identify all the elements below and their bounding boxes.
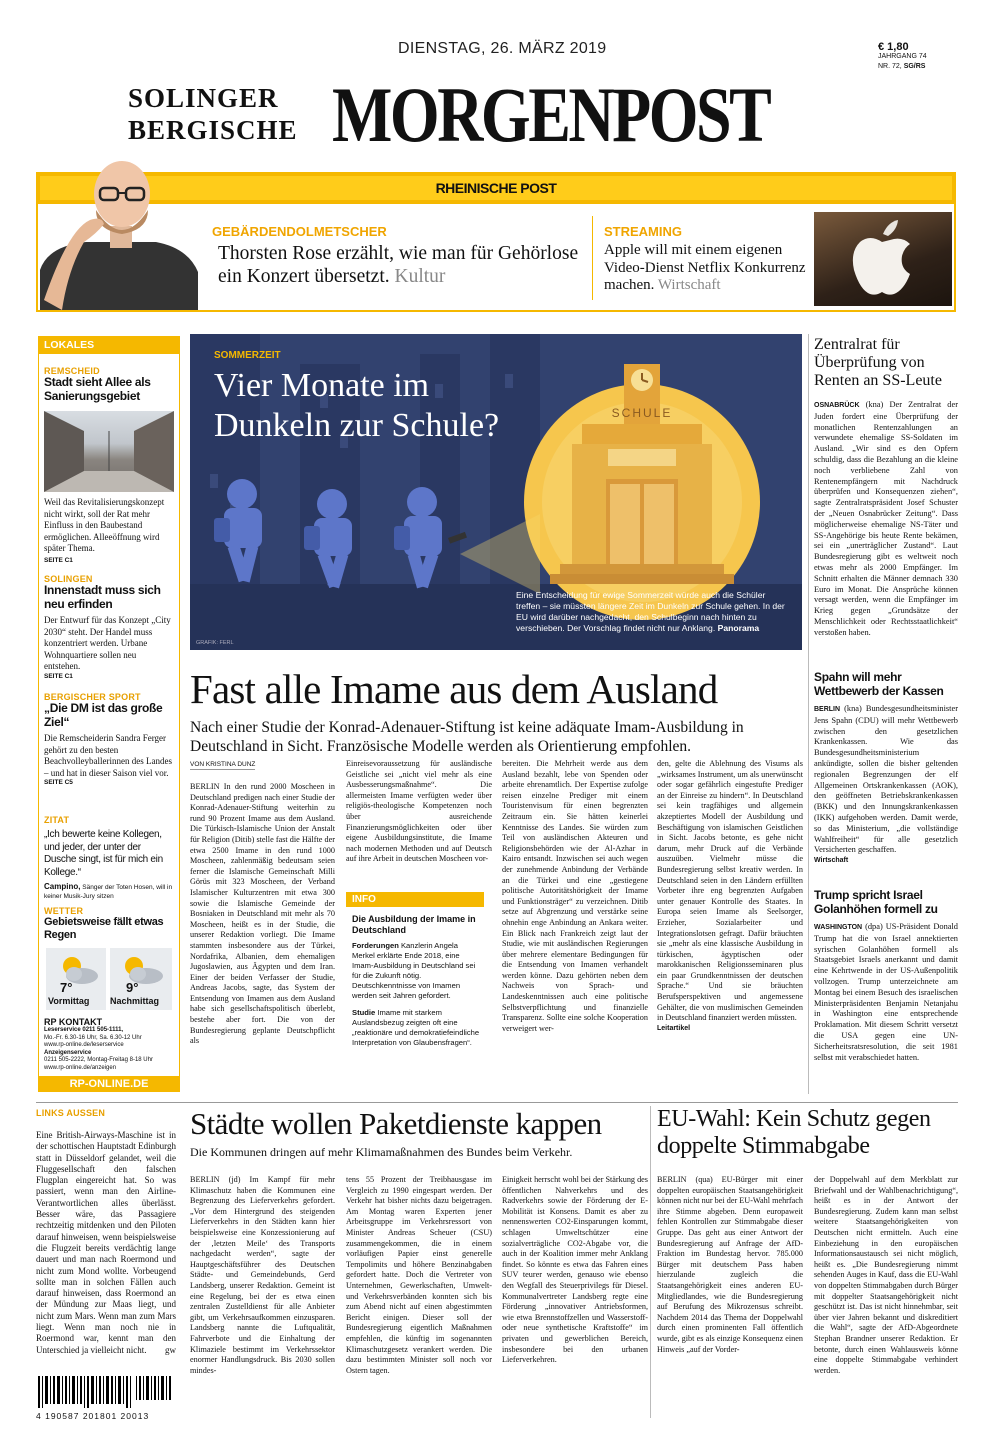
teaser-1-kicker: GEBÄRDENDOLMETSCHER bbox=[212, 224, 387, 239]
hero-credit: GRAFIK: FERL bbox=[196, 640, 234, 646]
teaser-1-text bbox=[212, 242, 584, 288]
info-para-2-text: Imame mit starkem Auslandsbezug zeigten oft eine „reaktionäre und demokratiefeindliche Interpretation von Glaubensfragen“. bbox=[352, 1008, 480, 1047]
teaser-divider bbox=[592, 216, 593, 300]
info-label: INFO bbox=[346, 892, 484, 907]
right-article-3[interactable] bbox=[814, 888, 958, 1063]
right-article-2-dateline: BERLIN bbox=[814, 706, 841, 713]
rp-online-link[interactable]: RP-ONLINE.DE bbox=[38, 1076, 180, 1092]
right-article-2-body bbox=[814, 704, 958, 867]
info-para-1-lead: Forderungen bbox=[352, 941, 399, 950]
price: € 1,80 bbox=[878, 41, 909, 53]
lokales-item-2-title: Innenstadt muss sich neu erfinden bbox=[44, 583, 161, 611]
euwahl-rule bbox=[650, 1106, 651, 1418]
newspaper-name: MORGENPOST bbox=[332, 71, 770, 158]
morning-temp: 7° bbox=[60, 980, 73, 995]
remscheid-photo bbox=[44, 411, 174, 492]
paket-col-3: Einigkeit herrscht wohl bei der Stärkung des öffentlichen Nahverkehrs und des Radverkehrs sowie der Förderung der E-Mobilität ist Konsens. Damit es aber zu nennenswerten CO2-Einsparungen kommt, schlagen Umweltschützer eine sozialverträgliche CO2-Abgabe vor, die auch in der Koalition immer mehr Anklang findet. So könnte es etwa das Fahren eines SUV teurer werden, genauso wie ebenso den Wegfall des Steuerprivilegs für Diesel. Kommunalvertreter Landsberg regte eine Förderung „innovativer Antriebsformen, wie etwa Brennstoffzellen und Wasserstoff- oder neue synthetische Kraftstoffe“ im privaten und gewerblichen Bereich, insbesondere bei den urbanen Lieferverkehren. bbox=[502, 1175, 648, 1365]
lokales-item-3-title: „Die DM ist das große Ziel“ bbox=[44, 701, 163, 729]
teaser-2-headline: Apple will mit einem eigenen Video-Dienst Netflix Konkurrenz machen. bbox=[604, 242, 806, 293]
teaser-2-section: Wirtschaft bbox=[657, 277, 721, 293]
wetter-title: Gebietsweise fällt etwas Regen bbox=[44, 916, 164, 941]
issue-number: NR. 72, bbox=[878, 63, 902, 70]
hero-caption bbox=[516, 590, 790, 634]
links-aussen-sign: gw bbox=[165, 1344, 176, 1355]
masthead-left-line1: SOLINGER bbox=[128, 83, 279, 113]
teaser-2-text bbox=[604, 242, 814, 295]
euwahl-col-1: BERLIN (qua) EU-Bürger mit einer doppelten europäischen Staatsangehörigkeit können nicht nur bei der EU-Wahl mehrfach ihre Stimme abgeben. Denn europaweit fehlen Kontrollen zur Stimmabgabe dieser Gruppe. Das geht aus einer Antwort der Bundesregierung auf Anfrage der AfD-Fraktion im Bundestag hervor. 785.000 Bürger mit deutschem Pass haben hierzulande zugleich die Staatsangehörigkeit eines anderen EU-Mitgliedlandes, wie die Bundesregierung auf Berufung des Mikrozensus schreibt. Nachdem 2014 das Thema der Doppelwahl durch einen prominenten Fall öffentlich wurde, gibt es als einzige Konsequenz einen Hinweis „auf der Vorder- bbox=[657, 1175, 803, 1354]
lokales-item-2-text: Der Entwurf für das Konzept „City 2030“ steht. Der Handel muss konzentriert werden. Urbane Wohnquartiere sollen neu entstehen. bbox=[44, 615, 171, 671]
lokales-item-3-ref: SEITE C5 bbox=[44, 779, 73, 786]
right-article-1-text: (kna) Der Zentralrat der Juden fordert eine Überprüfung der monatlichen Rentenzahlungen an verwundete ehemalige SS-Soldaten im Ausland. „Wir sind es den Opfern schuldig, dass die Bezahlung an die kleine noch verbliebene Zahl von Rentenempfängern mit Nachdruck überprüfen und Konsequenzen ziehen“, sagte Zentralratspräsident Josef Schuster der „Neuen Osnabrücker Zeitung“. Dass möglicherweise ehemalige NS-Täter und SS-Angehörige bis heute Rente bekämen, sei ein „unerträglicher Zustand“. Laut Bundesregierung gibt es weltweit noch etwas mehr als 2000 Empfänger. Im Schnitt erhalten die Männer demnach 330 Euro im Monat. Die Ansprüche können versagt werden, wenn die Empfänger im Krieg gegen „Grundsätze der Menschlichkeit oder Rechtsstaatlichkeit“ verstoßen haben. bbox=[814, 400, 958, 637]
right-article-3-text: (dpa) US-Präsident Donald Trump hat die von Israel annektierten syrischen Golanhöhen formell als Staatsgebiet Israels anerkannt und damit eine Kehrtwende in der US-Außenpolitik vollzogen. Trump unterzeichnete am Montag bei einem Besuch des israelischen Ministerpräsidenten Benjamin Netanjahu in Washington eine entsprechende Proklamation. Mit diesem Schritt versetzt die USA gegen eine UN-Sicherheitsratsresolution, die seit 1981 selbst mit verabschiedet hatten. bbox=[814, 922, 958, 1062]
zitat-author: Campino, bbox=[44, 882, 81, 891]
lokales-item-3-kicker: BERGISCHER SPORT bbox=[44, 692, 141, 702]
lokales-item-3[interactable] bbox=[44, 692, 174, 786]
lokales-header: LOKALES bbox=[38, 336, 180, 354]
lokales-item-1-kicker: REMSCHEID bbox=[44, 366, 100, 376]
lokales-item-1[interactable] bbox=[44, 366, 174, 403]
kontakt-line6: www.rp-online.de/anzeigen bbox=[44, 1064, 117, 1071]
imame-byline: VON KRISTINA DUNZ bbox=[190, 761, 256, 768]
masthead-left-line2: BERGISCHE bbox=[128, 115, 298, 145]
links-aussen-kicker: LINKS AUSSEN bbox=[36, 1108, 106, 1118]
paket-article[interactable] bbox=[190, 1106, 640, 1160]
afternoon-temp: 9° bbox=[126, 980, 139, 995]
hero-title: Vier Monate im Dunkeln zur Schule? bbox=[214, 367, 500, 444]
right-article-2[interactable] bbox=[814, 670, 958, 867]
school-sign-text: SCHULE bbox=[611, 406, 673, 420]
wetter-block bbox=[44, 906, 174, 941]
paket-title: Städte wollen Paketdienste kappen bbox=[190, 1106, 602, 1141]
apple-photo bbox=[814, 212, 952, 306]
sun-cloud-icon bbox=[110, 950, 172, 990]
info-title: Die Ausbildung der Imame in Deutschland bbox=[352, 914, 476, 935]
imame-title: Fast alle Imame aus dem Ausland bbox=[190, 666, 718, 712]
right-article-3-dateline: WASHINGTON bbox=[814, 924, 863, 931]
info-box bbox=[346, 892, 488, 1070]
kontakt-line4: Anzeigenservice bbox=[44, 1049, 92, 1056]
morning-label: Vormittag bbox=[48, 996, 90, 1006]
barcode bbox=[36, 1376, 178, 1421]
kontakt-line2: Mo.-Fr. 6.30-16 Uhr, Sa. 6.30-12 Uhr bbox=[44, 1034, 142, 1041]
jahrgang: JAHRGANG 74 bbox=[878, 53, 927, 60]
right-article-1[interactable] bbox=[814, 336, 958, 639]
barcode-number: 4 190587 201801 20013 bbox=[36, 1411, 150, 1421]
apple-logo-icon bbox=[814, 212, 952, 306]
paket-col-1: BERLIN (jd) Im Kampf für mehr Klimaschutz haben die Kommunen eine Begrenzung des Lieferverkehrs gefordert. „Vor dem Hintergrund des steigenden Lieferverkehrs in den Städten kann hier beispielsweise eine Konzessionierung auf der ‚letzten Meile‘ des Transports nachgedacht werden“, sagte der Hauptgeschäftsführer des Deutschen Städte- und Gemeindebunds, Gerd Landsberg, unserer Redaktion. Gemeint ist eine Regelung, bei der es etwa einen zentralen Zustelldienst für alle Anbieter gibt, um Verkehrsaufkommen einzusparen. Landsberg nannte die Luftqualität, Fahrverbote und die Einhaltung der Klimaziele bestimmt im Verkehrssektor enormer Handlungsdruck. Bis 2030 sollen mindes- bbox=[190, 1175, 335, 1375]
zitat-quote: „Ich bewerte keine Kollegen, und jeder, der unter der Dusche singt, ist für mich ein Kollege.“ bbox=[44, 829, 163, 878]
subtitle: RHEINISCHE POST bbox=[435, 180, 557, 196]
lokales-item-3-text: Die Remscheiderin Sandra Ferger gehört zu den besten Beachvolleyballerinnen des Landes – und hat in dieser Saison viel vor. bbox=[44, 733, 172, 778]
teaser-1-section: Kultur bbox=[394, 266, 446, 287]
zitat-author-info: Sänger der Toten Hosen, will in keiner Musik-Jury sitzen bbox=[44, 884, 173, 900]
links-aussen[interactable] bbox=[36, 1108, 176, 1355]
teaser-portrait bbox=[38, 150, 202, 310]
info-para-1-text: Kanzlerin Angela Merkel erklärte Ende 2018, eine Imam-Ausbildung in Deutschland sei für die Zukunft nötig. Deutschkenntnisse von Imamen werden seit Jahren gefordert. bbox=[352, 941, 476, 1000]
hero-caption-ref: Panorama bbox=[717, 623, 760, 633]
imame-col-2: Einreisevoraussetzung für ausländische Geistliche sei „nicht viel mehr als eine Ausbesserungsmaßnahme“. Die allermeisten Imame verfügten weder über religiös-theologische Kompetenzen noch über ausreichende Finanzierungsmöglichkeiten oder über eigene Ausbildungsinstitute, die Imame nach modernen Methoden und auf Deutsch auf ihre Arbeit in deutschen Moscheen vor- bbox=[346, 759, 492, 864]
imame-col-3: bereiten. Die Mehrheit werde aus dem Ausland bezahlt, lebe von Spenden oder arbeite ehrenamtlich. Der Expertise zufolge reisen einzelne Prediger mit einem Touristenvisum für einen begrenzten Zeitraum ein. Sie hätten keinerlei Kenntnisse des Landes. Sie würden zum Teil von ausländischen Akteuren und Religionsbehörden wie der Al-Azhar in Kairo entsandt. Inzwischen sei auch wegen der zunehmende Anbindung der Verbände an die Türkei und eine „gestiegene politische Autoritätshörigkeit der Imame und Funktionsträger“ zu verzeichnen. Ditib setze auf Abgrenzung und verstärke seine ohnehin enge Anbindung an Ankara weiter. Ein Blick nach Frankreich zeigt laut der Studie, wie mit ausländischen Regierungen über mehrere elementare Bedingungen für die Entsendung von Imamen verhandelt werden könne. Dazu gehörten neben dem Nachweis von Sprach- und Landeskenntnissen auch eine politische Selbstverpflichtung und finanzielle Transparenz. Sollte eine solche Kooperation verweigert wer- bbox=[502, 759, 648, 1033]
hero-kicker: SOMMERZEIT bbox=[214, 350, 281, 361]
kontakt-title: RP KONTAKT bbox=[44, 1017, 103, 1027]
bottom-divider bbox=[36, 1102, 958, 1103]
paket-dek: Die Kommunen dringen auf mehr Klimamaßnahmen des Bundes beim Verkehr. bbox=[190, 1145, 573, 1159]
sun-cloud-icon bbox=[46, 950, 106, 990]
right-article-1-dateline: OSNABRÜCK bbox=[814, 402, 860, 409]
lokales-item-1-title: Stadt sieht Allee als Sanierungsgebiet bbox=[44, 375, 151, 403]
barcode-icon bbox=[36, 1376, 178, 1408]
euwahl-col-2: der Doppelwahl auf dem Merkblatt zur Briefwahl und der Wahlbenachrichtigung“, heißt es in der Antwort der Bundesregierung. Zudem kann man selbst weitere Staatsangehörigkeiten von Deutschen nicht ermitteln. Auch eine Einbeziehung in den europäischen Informationsaustausch sei nicht möglich, heißt es. „Die Bundesregierung nimmt sehenden Auges in Kauf, dass die EU-Wahl von doppelten Stimmabgaben durch Bürger mit doppelter Staatsangehörigkeit nicht geschützt ist. Das ist nicht hinnehmbar, seit über vier Jahren bekannt und diskreditiert die Wahl“, sagte der AfD-Abgeordnete Stephan Brandner unserer Redaktion. Er betonte, durch einen Wahlausweis könne eine doppelte Stimmabgabe verhindert werden. bbox=[814, 1175, 958, 1375]
right-article-2-text: (kna) Bundesgesundheitsminister Jens Spahn (CDU) will mehr Wettbewerb zwischen den gesetzlichen Krankenkassen. Wie das Bundesgesundheitsministerium ankündigte, sollen die bisher geltenden regionalen Begrenzungen der elf Allgemeinen Ortskrankenkassen (AOK), den geöffneten Betriebskrankenkassen (BKK) und den Innungskrankenkassen (IKK) aufgehoben werden. Damit werde, so das Ministerium, „die vollständige Wahlfreiheit“ für alle gesetzlich Versicherten geschaffen. bbox=[814, 704, 958, 855]
lokales-item-2[interactable] bbox=[44, 574, 174, 680]
right-article-3-title: Trump spricht Israel Golanhöhen formell zu bbox=[814, 888, 938, 916]
imame-col-4 bbox=[657, 759, 803, 1034]
imame-dek: Nach einer Studie der Konrad-Adenauer-Stiftung ist keine adäquate Imam-Ausbildung in Deutschland in Sicht. Französische Modelle werden als Orientierung empfohlen. bbox=[190, 719, 744, 755]
imame-article[interactable] bbox=[190, 666, 802, 756]
right-article-3-body bbox=[814, 922, 958, 1063]
right-article-2-title: Spahn will mehr Wettbewerb der Kassen bbox=[814, 670, 944, 698]
hero-caption-text: Eine Entscheidung für ewige Sommerzeit würde auch die Schüler treffen – sie müssten längere Zeit im Dunkeln zur Schule gehen. In der EU wird darüber nachgedacht, den Schulbeginn nach hinten zu verschieben. Der Vorschlag findet nicht nur Anklang. bbox=[516, 590, 785, 633]
info-para-2 bbox=[352, 1008, 480, 1048]
issue-date: DIENSTAG, 26. MÄRZ 2019 bbox=[398, 40, 607, 57]
lokales-item-2-ref: SEITE C1 bbox=[44, 672, 73, 680]
teaser-2-kicker: STREAMING bbox=[604, 224, 682, 239]
right-article-1-body bbox=[814, 400, 958, 639]
euwahl-title: EU-Wahl: Kein Schutz gegen doppelte Stimmabgabe bbox=[657, 1106, 931, 1159]
teaser-1-headline: Thorsten Rose erzählt, wie man für Gehörlose ein Konzert übersetzt. bbox=[218, 243, 579, 287]
kontakt-block bbox=[44, 1017, 178, 1073]
hero-graphic bbox=[190, 334, 802, 650]
right-article-1-title: Zentralrat für Überprüfung von Renten an SS-Leute bbox=[814, 336, 942, 389]
kontakt-line1: Leserservice 0211 505-1111, bbox=[44, 1027, 124, 1033]
lokales-item-2-kicker: SOLINGEN bbox=[44, 574, 93, 584]
zitat-block bbox=[44, 815, 174, 901]
imame-col-1: BERLIN In den rund 2000 Moscheen in Deutschland predigen nach einer Studie der Konrad-Adenauer-Stiftung weiterhin zu rund 90 Prozent Imame aus dem Ausland. Die Türkisch-Islamische Union der Anstalt für Religion (Ditib) stelle fast die Hälfte der etwa 2500 Imame in den rund 1000 Moscheen, zahlenmäßig bedeutsam seien ferner die Islamische Gemeinschaft Milli Görüs mit 323 Moscheen, der Verband Islamischer Kulturzentren mit etwa 300 sowie die Islamische Gemeinde der Bosniaken in Deutschland mit mehr als 70 Moscheen, heißt es in der Studie, die unserer Redaktion vorliegt. Die Imame stammten insbesondere aus der Türkei, Nordafrika, Albanien, dem ehemaligen Jugoslawien, aus Ägypten und dem Iran. Einer der beiden Verfasser der Studie, Andreas Jacobs, sagte, das System der Entsendung von Imamen aus dem Ausland habe sich gesellschaftspolitisch überlebt, bestehe aber fort. Die von der Bundesregierung geplante Deutschpflicht als bbox=[190, 782, 335, 1046]
weather-morning bbox=[46, 948, 106, 1010]
imame-col-4-text: den, gelte die Ablehnung des Visums als „wirksames Instrument, um als unerwünscht oder sogar gefährlich eingestufte Prediger an der Einreise zu hindern“. In Deutschland sei kein tragfähiges und allgemein akzeptiertes Modell der Ausbildung und Beschäftigung von islamischen Geistlichen in Sicht. Jacobs betonte, es gehe nicht darum, mehr Druck auf die Verbände auszuüben. Vielmehr müsse die Bundesregierung selbst kreativ werden. In Deutschland seien in den Ländern erfüllten Vorbeter ihre eng begrenzten Aufgaben unter genauer Kontrolle des Staates. In Europa seien Imame als Seelsorger, Erzieher, Sozialarbeiter und Integrationslotsen gefragt. Dafür bräuchten sie „mehr als eine klassische Ausbildung in türkischen, ägyptischen oder marokkanischen Religionsseminaren plus ein paar Grundkenntnissen der deutschen Sprache.“ Und sie bräuchten Berufsperspektiven und angemessene Gehälter, die von muslimischen Gemeinden in Deutschland finanziert werden müssten. bbox=[657, 759, 803, 1023]
links-aussen-body: Eine British-Airways-Maschine ist in der schottischen Hauptstadt Edinburgh statt in Düsseldorf gelandet, weil die Fluggesellschaft den falschen Flugplan eingereicht hat. So was passiert, wenn man den Airline-Verantwortlichen alles überlässt. Besser wäre, das Passagiere rechtzeitig mitdenken und den Piloten darauf hinweisen, wenn beispielsweise die Flugzeit bereits verdächtig lange dauert und man nach Roermond und nicht zum Mond wollte. Vorbeugend sollte man in solchen Fällen auch darauf hinweisen, dass Roermond an der Mündung zur Maas liegt, und nicht zum Mars. Wenn man zum Mars liegt. Wenn man noch nie in Roermond war, kennt man den Unterschied ja vielleicht nicht. bbox=[36, 1130, 176, 1355]
lokales-item-1-text: Weil das Revitalisierungskonzept nicht wirkt, soll der Rat mehr Einfluss in den Baubestand ermöglichen. Alleeöffnung wird später Thema. bbox=[44, 497, 165, 553]
price-block bbox=[878, 42, 927, 72]
right-column-rule bbox=[808, 334, 809, 1094]
right-article-2-ref: Wirtschaft bbox=[814, 857, 849, 865]
info-para-1 bbox=[352, 941, 480, 1001]
lokales-item-1-body bbox=[44, 497, 174, 566]
afternoon-label: Nachmittag bbox=[110, 996, 160, 1006]
weather-afternoon bbox=[110, 948, 172, 1010]
info-para-2-lead: Studie bbox=[352, 1008, 376, 1017]
zitat-kicker: ZITAT bbox=[44, 815, 70, 825]
imame-col-4-ref: Leitartikel bbox=[657, 1024, 691, 1032]
teaser-2[interactable] bbox=[604, 224, 814, 295]
masthead-left bbox=[128, 82, 298, 146]
teaser-1[interactable] bbox=[212, 224, 584, 288]
wetter-kicker: WETTER bbox=[44, 906, 84, 916]
paket-col-2: tens 55 Prozent der Treibhausgase im Vergleich zu 1990 eingespart werden. Der Verkehr hat bisher nichts dazu beigetragen. Am Montag waren Experten jener Arbeitsgruppe im Verkehrsressort von Minister Andreas Scheuer (CSU) zusammengekommen, die in einem vorläufigen Papier einst generelle Tempolimits und höhere Benzinabgaben gefordert hatte. Doch die Vertreter von Unternehmen, Gewerkschaften, Umwelt- und Verkehrsverbänden konnten sich bis zum Abend nicht auf einen abgestimmten Bericht einigen. Dieser soll der Bundesregierung eigentlich Maßnahmen empfehlen, die künftig im sogenannten Klimaschutzgesetz verankert werden. Die dazu bestimmten Minister soll noch vor Ostern tagen. bbox=[346, 1175, 492, 1375]
kontakt-line3: www.rp-online.de/leserservice bbox=[44, 1042, 124, 1049]
lokales-item-1-ref: SEITE C1 bbox=[44, 556, 73, 564]
edition-code: SG/RS bbox=[903, 63, 926, 70]
kontakt-line5: 0211 505-2222, Montag-Freitag 8-18 Uhr bbox=[44, 1057, 153, 1064]
zitat-author-line bbox=[44, 883, 174, 901]
euwahl-article[interactable] bbox=[657, 1106, 957, 1160]
